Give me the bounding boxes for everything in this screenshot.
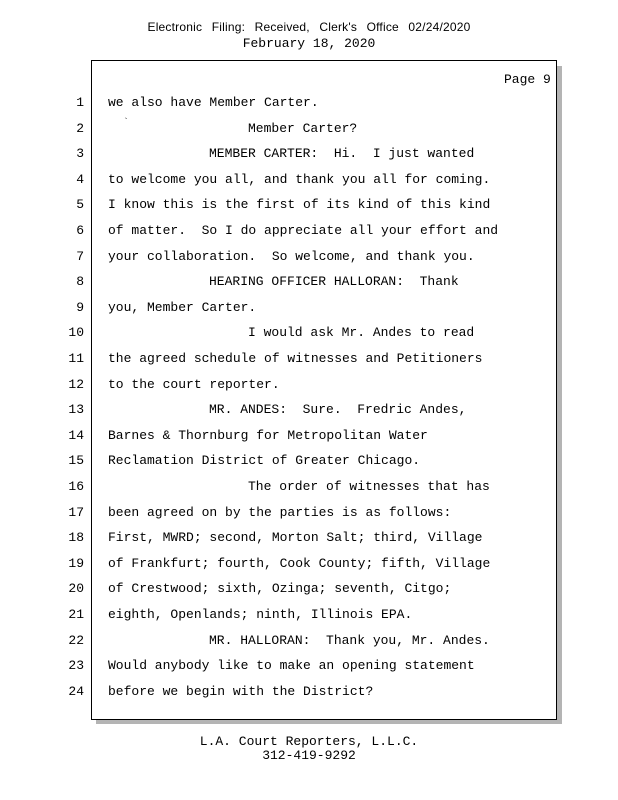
line-number: 21 [68, 607, 84, 622]
transcript-line: Member Carter? [248, 121, 358, 136]
transcript-line: of Crestwood; sixth, Ozinga; seventh, Citgo; [108, 581, 452, 596]
line-number: 13 [68, 402, 84, 417]
line-number: 17 [68, 505, 84, 520]
transcript-line: I would ask Mr. Andes to read [248, 325, 475, 340]
transcript-line: to welcome you all, and thank you all for coming. [108, 172, 491, 187]
transcript-line: to the court reporter. [108, 377, 280, 392]
stray-mark: ` [123, 118, 130, 129]
transcript-line: eighth, Openlands; ninth, Illinois EPA. [108, 607, 413, 622]
line-number: 20 [68, 581, 84, 596]
transcript-line: HEARING OFFICER HALLORAN: Thank [209, 274, 459, 289]
line-number: 11 [68, 351, 84, 366]
line-number: 1 [76, 95, 84, 110]
transcript-line: First, MWRD; second, Morton Salt; third, Village [108, 530, 483, 545]
transcript-line: MR. ANDES: Sure. Fredric Andes, [209, 402, 467, 417]
line-number: 14 [68, 428, 84, 443]
transcript-line: before we begin with the District? [108, 684, 374, 699]
hearing-date: February 18, 2020 [242, 36, 376, 51]
filing-stamp: Electronic Filing: Received, Clerk's Office 02/24/2020 [147, 20, 471, 34]
line-number: 3 [76, 146, 84, 161]
line-number: 15 [68, 453, 84, 468]
transcript-line: Reclamation District of Greater Chicago. [108, 453, 421, 468]
transcript-line: MR. HALLORAN: Thank you, Mr. Andes. [209, 633, 490, 648]
line-number: 23 [68, 658, 84, 673]
transcript-line: your collaboration. So welcome, and thank you. [108, 249, 475, 264]
line-number: 18 [68, 530, 84, 545]
line-number: 2 [76, 121, 84, 136]
transcript-line: the agreed schedule of witnesses and Petitioners [108, 351, 483, 366]
line-number: 16 [68, 479, 84, 494]
line-number: 12 [68, 377, 84, 392]
transcript-line: you, Member Carter. [108, 300, 257, 315]
line-number: 24 [68, 684, 84, 699]
transcript-line: The order of witnesses that has [248, 479, 490, 494]
line-number: 22 [68, 633, 84, 648]
line-number: 6 [76, 223, 84, 238]
line-number: 10 [68, 325, 84, 340]
transcript-line: Would anybody like to make an opening statement [108, 658, 475, 673]
page-number: Page 9 [504, 72, 551, 87]
line-number: 8 [76, 274, 84, 289]
transcript-line: been agreed on by the parties is as follows: [108, 505, 452, 520]
line-number: 4 [76, 172, 84, 187]
transcript-line: MEMBER CARTER: Hi. I just wanted [209, 146, 475, 161]
footer-company: L.A. Court Reporters, L.L.C. [199, 734, 419, 749]
footer-phone: 312-419-9292 [262, 748, 356, 763]
line-number: 9 [76, 300, 84, 315]
transcript-line: of Frankfurt; fourth, Cook County; fifth, Village [108, 556, 491, 571]
line-number: 7 [76, 249, 84, 264]
transcript-line: Barnes & Thornburg for Metropolitan Water [108, 428, 428, 443]
transcript-line: of matter. So I do appreciate all your effort and [108, 223, 499, 238]
transcript-line: we also have Member Carter. [108, 95, 319, 110]
transcript-line: I know this is the first of its kind of this kind [108, 197, 491, 212]
line-number: 5 [76, 197, 84, 212]
line-number: 19 [68, 556, 84, 571]
